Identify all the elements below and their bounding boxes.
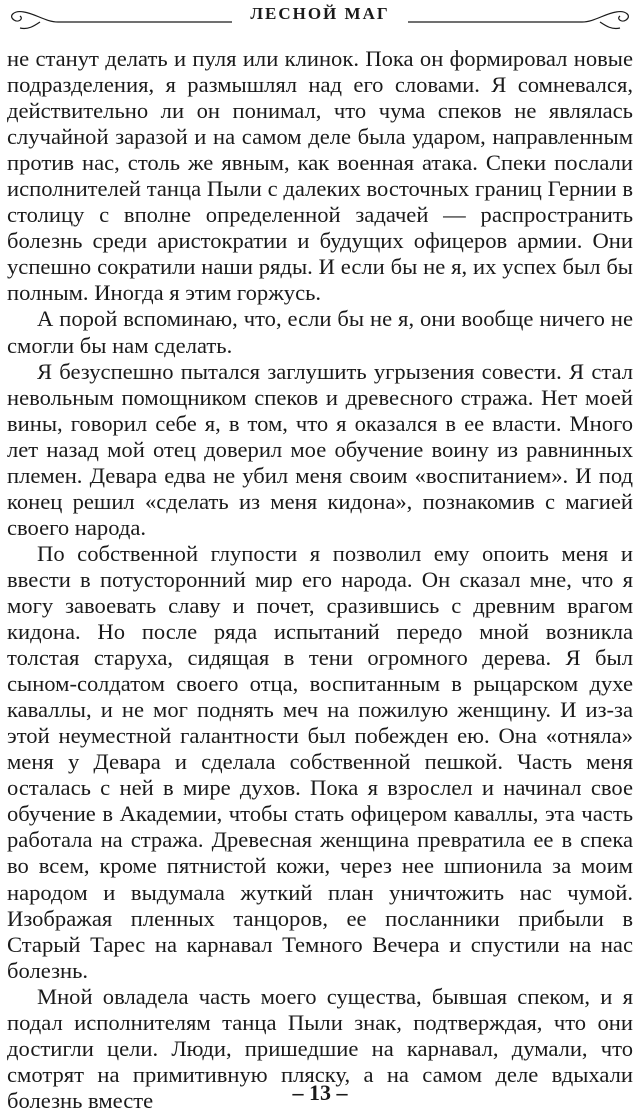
paragraph: А порой вспоминаю, что, если бы не я, они вообще ничего не смогли бы нам сделать. bbox=[7, 306, 633, 358]
page-number: – 13 – bbox=[292, 1080, 348, 1105]
paragraph-continued: не станут делать и пуля или клинок. Пока он формировал новые подразделения, я размышлял над его словами. Я сомневался, действительно ли он понимал, что чума спеков не являлась случайной заразой и на самом деле была ударом, направленным против нас, столь же явным, как военная атака. Спеки послали исполнителей танца Пыли с далеких восточных границ Гернии в столицу с вполне определенной задачей — распространить болезнь среди аристократии и будущих офицеров армии. Они успешно сократили наши ряды. И если бы не я, их успех был бы полным. Иногда я этим горжусь. bbox=[7, 46, 633, 306]
paragraph: По собственной глупости я позволил ему опоить меня и ввести в потусторонний мир его народа. Он сказал мне, что я могу завоевать славу и почет, сразившись с древним врагом кидона. Но после ряда испытаний передо мной возникла толстая старуха, сидящая в тени огромного дерева. Я был сыном-солдатом своего отца, воспитанным в рыцарском духе каваллы, и не мог поднять меч на пожилую женщину. И из-за этой неуместной галантности был побежден ею. Она «отняла» меня у Девара и сделала собственной пешкой. Часть меня осталась с ней в мире духов. Пока я взрослел и начинал свое обучение в Академии, чтобы стать офицером каваллы, эта часть работала на стража. Древесная женщина превратила ее в спека во всем, кроме пятнистой кожи, через нее шпионила за моим народом и выдумала жуткий план уничтожить нас чумой. Изображая пленных танцоров, ее посланники прибыли в Старый Тарес на карнавал Темного Вечера и спустили на нас болезнь. bbox=[7, 540, 633, 983]
paragraph: Я безуспешно пытался заглушить угрызения совести. Я стал невольным помощником спеков и древесного стража. Нет моей вины, говорил себе я, в том, что я оказался в ее власти. Много лет назад мой отец доверил мое обучение воину из равнинных племен. Девара едва не убил меня своим «воспитанием». И под конец решил «сделать из меня кидона», познакомив с магией своего народа. bbox=[7, 358, 633, 540]
running-title: ЛЕСНОЙ МАГ bbox=[250, 4, 390, 23]
paragraph: Мной овладела часть моего существа, бывшая спеком, и я подал исполнителям танца Пыли знак, подтверждая, что они достигли цели. Люди, пришедшие на карнавал, думали, что смотрят на примитивную пляску, а на самом деле вдыхали болезнь вместе bbox=[7, 983, 633, 1113]
page-header bbox=[0, 0, 640, 40]
body-text bbox=[7, 46, 633, 1114]
